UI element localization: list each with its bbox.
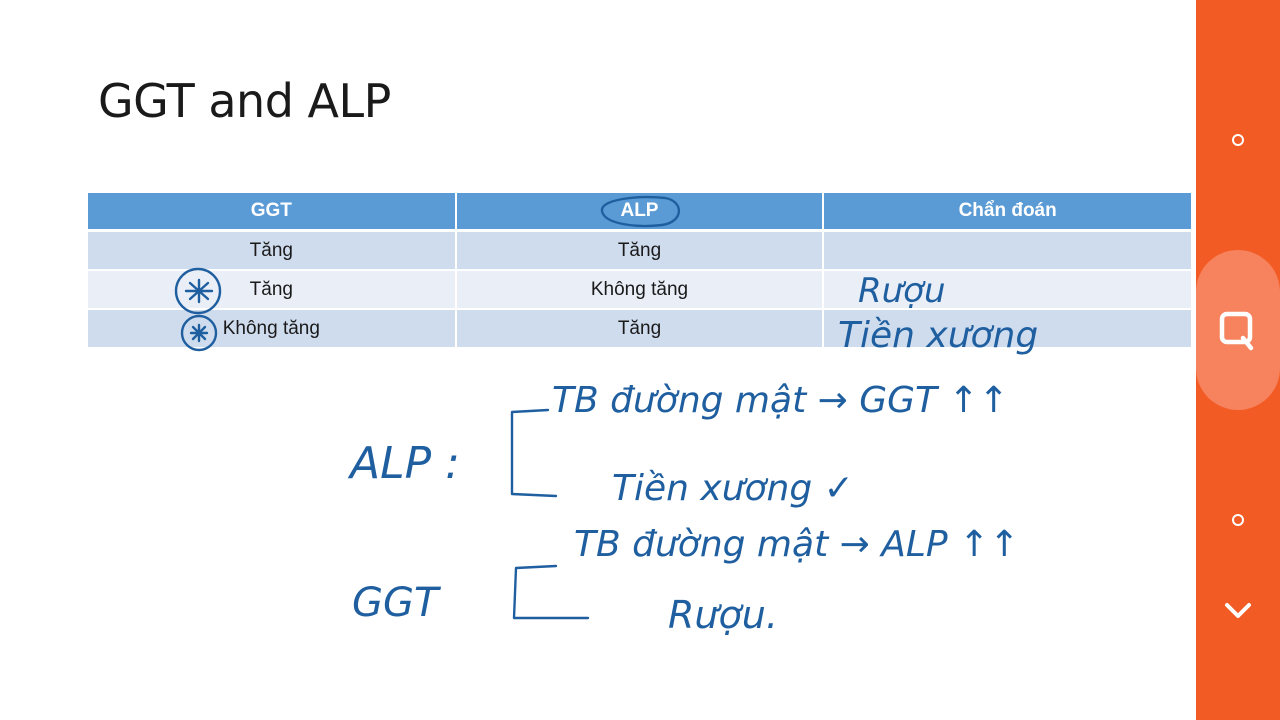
- alp-line-2: Tiền xương ✓: [612, 468, 854, 509]
- header-alp: ALP: [456, 193, 824, 231]
- comparison-table: [88, 193, 1191, 349]
- table-row: [88, 309, 1191, 348]
- handwritten-diagnosis-row2: Rượu: [858, 271, 946, 311]
- chevron-down-icon: [1224, 600, 1252, 620]
- header-ggt: GGT: [88, 193, 456, 231]
- search-icon: [1214, 306, 1262, 354]
- cell-alp: Không tăng: [456, 270, 824, 309]
- alp-label: ALP :: [350, 438, 460, 489]
- circle-icon: [1232, 134, 1244, 146]
- cell-diagnosis: [823, 270, 1191, 309]
- cell-ggt: Không tăng: [88, 309, 456, 348]
- ggt-label: GGT: [352, 580, 439, 626]
- handwritten-diagnosis-row3: Tiền xương: [838, 315, 1039, 356]
- cell-diagnosis: [823, 231, 1191, 271]
- collapse-button[interactable]: [1196, 588, 1280, 632]
- alp-bracket: [512, 410, 556, 496]
- alp-line-1: TB đường mật → GGT ↑↑: [552, 380, 1009, 421]
- circle-icon: [1232, 514, 1244, 526]
- ggt-line-1: TB đường mật → ALP ↑↑: [574, 524, 1020, 565]
- table-row: [88, 231, 1191, 271]
- table-row: [88, 270, 1191, 309]
- cell-alp: Tăng: [456, 309, 824, 348]
- sidebar: [1196, 0, 1280, 720]
- ggt-line-2: Rượu.: [668, 593, 778, 637]
- cell-alp: Tăng: [456, 231, 824, 271]
- search-button-highlight: [1196, 250, 1280, 410]
- sidebar-middle-button[interactable]: [1196, 498, 1280, 542]
- cell-ggt: Tăng: [88, 270, 456, 309]
- slide-title: GGT and ALP: [98, 74, 391, 128]
- header-diagnosis: Chẩn đoán: [823, 193, 1191, 231]
- search-button[interactable]: [1196, 250, 1280, 410]
- ggt-bracket: [514, 566, 588, 618]
- cell-ggt: Tăng: [88, 231, 456, 271]
- table-header-row: [88, 193, 1191, 231]
- sidebar-top-button[interactable]: [1196, 118, 1280, 162]
- cell-diagnosis: [823, 309, 1191, 348]
